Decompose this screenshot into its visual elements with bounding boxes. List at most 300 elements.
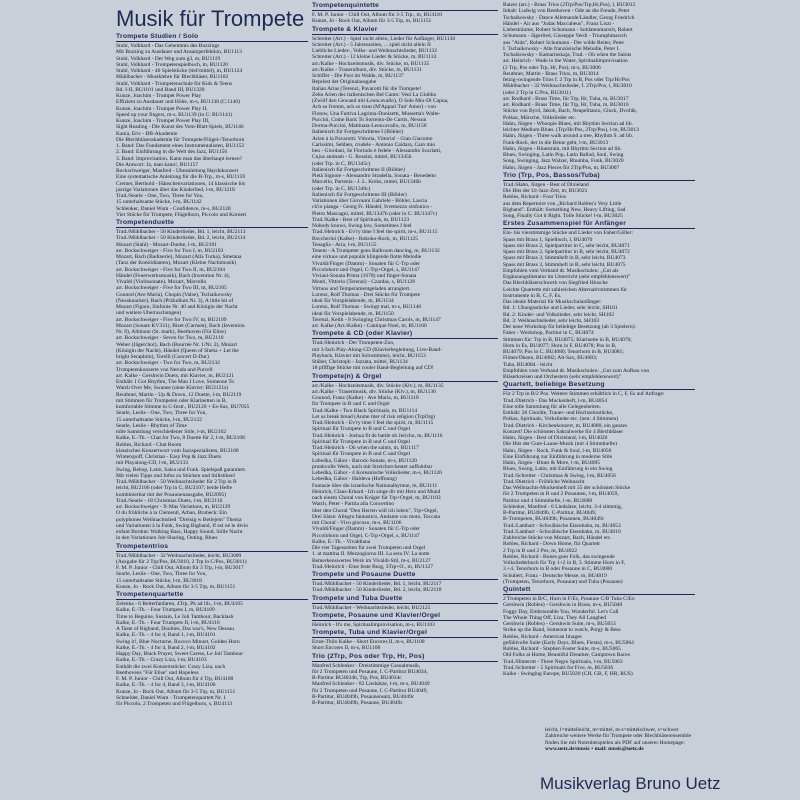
catalog-entry: Gershwin (Robles) - Gershwin in Brass, m-s, BU5040: [503, 602, 623, 609]
catalog-entry: Enthält: I Got Rhythm, The Man I Love, Someone To: [116, 379, 235, 385]
catalog-entry: Boccherini (Kalke) - Rokoko-Rock, m, BU1125: [312, 235, 418, 242]
catalog-entry: Hahn, Jürgen - Jazz Pieces für 2Trp/Pos, m, BU3007: [503, 164, 620, 171]
catalog-entry: Spass mit Brass 1, Spielbuch, l, BU4070: [503, 236, 593, 243]
catalog-entry: Piccolohorn und Orgel, C-Trp+Orgel, s, BU1147: [312, 266, 420, 273]
section-title: Trompetenquartette: [116, 591, 308, 600]
footer-line: Zahlreiche weitere Werke für Trompete oder Blechbläserensemble: [545, 733, 692, 740]
catalog-section: [312, 2, 498, 25]
catalog-entry: Mozart (Figaro, Sinfonie Nr. 40 and Königin der Nacht: [116, 304, 238, 310]
catalog-entry: Instrumente in B, C, F, Es.: [503, 292, 562, 299]
catalog-entry: Reuthner, Martin - Up & Down, 12 Duette, l-m, BU2119: [116, 391, 242, 398]
catalog-entry: Cremer, Berthold - Hänschenvariationen, 14 klassische bis: [116, 180, 245, 187]
catalog-entry: Robles, Richard - Down Home, für Quartett: [503, 541, 600, 548]
catalog-entry: Virtuos und Temperamentgeladen arrangiert.: [312, 285, 411, 292]
catalog-entry: Old Folks at Home, Beautiful Dreamer, Camptown Races: [503, 652, 631, 659]
catalog-entry: und weitere Überraschungen): [116, 310, 182, 317]
catalog-entry: Polkas, Spirituals, Volkslieder etc. (neu: 4 Stimmen): [503, 416, 619, 423]
catalog-entry: Kalke, E.-Th. - 4 for 4, Band 1, l-m, BU4101: [116, 632, 216, 639]
catalog-entry: arr. Rodhard - Brass Time, für Trp, Hr, Tuba, m, BU3016: [503, 102, 629, 108]
catalog-section: [312, 26, 498, 330]
catalog-entry: Terenzi, Keith - 8 Swinging Christmas Carols, m, BU1147: [312, 316, 441, 323]
catalog-entry: Kania, Eric - BB-Akademie: [116, 130, 178, 137]
catalog-entry: Stuhl, Volkhard - 40 Spielstücke (tief/mittel), m, BU1124: [116, 68, 243, 74]
catalog-entry: Repriest der Originalausgabe: [312, 79, 377, 86]
catalog-entry: Flöten/Oboen, BU4082; Alt-Sax, BU4083;: [503, 355, 598, 362]
catalog-entry: (oder 2 Trp in C/Pos, BU3011): [503, 89, 571, 96]
catalog-entry: Stuhl, Volkhard - Das Geheimnis des Buzzings: [116, 43, 220, 49]
catalog-entry: Das Blechbläserschwerk von Siegfried Hinsche: [503, 280, 608, 287]
catalog-entry: Schneider, Daniel Wum - Trompetenquartett Nr. 1: [116, 694, 227, 701]
catalog-entry: Die Hits der Ur-Jazz-Zeit, m, BU3021: [503, 188, 588, 194]
section-title: Trio (2Trp, Pos oder Trp, Hr, Pos): [312, 653, 498, 662]
catalog-entry: Lebedka, Gábor - Barock-Sonate, m-s, BU1120: [312, 457, 417, 464]
catalog-entry: Eine systematische Anleitung für die B-Trp., m-s, BU1159: [116, 174, 246, 181]
catalog-entry: (Nussknacker), Bach (Präludium Nr. 3), A little bit of: [116, 297, 234, 304]
section-title: Trompetenduette: [116, 219, 308, 228]
catalog-entry: Zahlreiche Stücke von Mozart, Bach, Händel etc.: [503, 535, 612, 541]
catalog-entry: Hahn, Jürgen - Three walk around a tree, Rhythm S. ad lib.: [503, 133, 634, 140]
catalog-entry: Enthält: 26 Choräle, Trauer- und Hochzeitsstücke,: [503, 410, 614, 416]
catalog-entry: Polkas, Märsche, Volkslieder etc.: [503, 114, 577, 121]
catalog-entry: arr. Bockschweiger - Five for Two III, m, BU2105: [116, 285, 227, 292]
catalog-entry: Hahn, Jürgen - Rock, Funk & Soul, l-m, BU4050: [503, 447, 612, 454]
catalog-entry: Bemerkenswertes Werk im Vivaldi-Stil, m-s, BU2127: [312, 557, 431, 564]
catalog-entry: Gershwin (Robles) - Gershwin Suite, m-s, BU5053: [503, 621, 616, 627]
catalog-entry: arr. Bockschweiger - Five for Two IV, m, BU2109: [116, 316, 227, 323]
catalog-entry: Italienisch für Fortgeschrittene I (Böhler): [312, 129, 404, 136]
footer-line: finden Sie mit Notenbeispielen als PDF auf unserer Homepage:: [545, 739, 685, 746]
catalog-entry: Ernst-Thilo Kalke - Short Encores II, m-s, BU1108: [312, 639, 425, 645]
catalog-entry: Eine tolle Sammlung für alle Gelegenheiten.: [503, 403, 602, 410]
section-title: Quartett, beliebige Besetzung: [503, 381, 695, 390]
catalog-entry: Enthält die zwei Konzertstücke: Crazy Liza, nach: [116, 663, 226, 670]
catalog-entry: Schreiter (Arr.) - 5 Jahreszeiten, ... spiel nicht allein II: [312, 41, 431, 48]
catalog-entry: Nr. 8), Albinoni (St. mark), Beethoven (Für Elise): [116, 329, 226, 335]
catalog-entry: Kalke, E.-Th. - Crazy Liza, l-m, BU4103: [116, 657, 207, 664]
catalog-entry: und Variationen à la Funk, Swing Bigband, If est né le divin: [116, 522, 249, 529]
section-title: Trompetenquintette: [312, 2, 498, 11]
catalog-entry: ideal für Vorspielabende, m, BU1150: [312, 310, 394, 317]
catalog-section: [503, 2, 695, 171]
catalog-entry: für 2 Trompeten in B und 2 Posaunen, l-m, BU4059,: [503, 491, 619, 498]
catalog-entry: Zehn Arien des italienischen Bel Canto: Vení La Giubba: [312, 91, 436, 98]
catalog-entry: Kunze, Joachim - Trumpet Power Play II,: [116, 105, 208, 112]
catalog-entry: Robles, Richard - Four Trios: [503, 194, 567, 201]
catalog-entry: Schlenker, Daniel Wum - Confidence, m-s, BU2128: [116, 205, 231, 212]
catalog-entry: Trad./Kalke - Two Black Spirituals, m, BU1114: [312, 407, 418, 414]
catalog-entry: leicht, BU2106 (oder Trp in C, BU2107; beide Hefte: [116, 485, 233, 492]
catalog-section: [116, 543, 308, 591]
catalog-entry: Stücke von Byrd, Jakob, Bach, Neapelitanio, Gluck, Dvořák,: [503, 108, 638, 115]
catalog-entry: für 2 Trompeten und Posaune, I. C-Partitur BU4049,: [312, 687, 428, 694]
catalog-entry: 2. Band: Einführung in die Welt des Jazz, BU1156: [116, 149, 228, 156]
catalog-entry: tolle Sammlung verschiedener Stile, l-m, BU2102: [116, 429, 227, 435]
catalog-entry: arr. Heinrich - Wade in the Water, Spiritualimprovisation: [503, 58, 628, 65]
footer-contact[interactable]: www.uetz.de/music • mail: music@uetz.de: [545, 745, 644, 752]
catalog-entry: Nobody knows, Swing low, Sometimes I feel: [312, 223, 412, 229]
catalog-entry: Schlenker, Manfred - 6 Liedsätze, leicht, 3-4 stimmig,: [503, 503, 623, 510]
catalog-entry: Flotow, Una Furtiva Lagrima-Donizetti, Mussetta's Walte-: [312, 110, 441, 117]
catalog-entry: Bockschweiger, Manfred - Übeanleitung Haydnkonzert: [116, 168, 239, 174]
catalog-entry: nach einem Choral von Krüger für Trp+Orgel, m, BU1103: [312, 495, 441, 501]
section-title: Quintett: [503, 586, 695, 595]
page-title: Musik für Trompete: [116, 6, 305, 31]
catalog-entry: Arien à la Pavarotti: Vittoria, Vittoria! - Gian Giacomo: [312, 135, 433, 142]
catalog-entry: Spiritual für Trompete in B und C und Orgel: [312, 438, 410, 445]
catalog-entry: komfortable Stimme in C-Instr., BU2120 + Es-Sax, BU7055: [116, 404, 250, 410]
catalog-entry: ch'io pianga - Georg Fr. Händel, Ivremezzo sinfonico -: [312, 204, 433, 211]
catalog-entry: F. M. P. Junior - Chill Out, Album für 3-5 Trp., m, BU4110: [312, 12, 442, 18]
catalog-entry: Stuhl, Volkhard - Trompetenspielbuch, m, BU1120: [116, 61, 229, 68]
catalog-entry: Kalke, E.-Th. - Four Trumpets II, l-m, BU4110: [116, 619, 220, 626]
catalog-entry: Trad./Lambart - Schwäbische Eisenbahn, m, BU4053: [503, 522, 621, 529]
section-title: Trompete und Tuba Duette: [312, 595, 498, 604]
catalog-entry: Italienisch für Fortgeschrittene II (Böhler): [312, 166, 405, 173]
catalog-entry: Kalke, E.-Th. - Four Trumpets I, m, BU4109: [116, 607, 215, 614]
catalog-entry: arr./Kalke - Hochzeitsmusik, div. Stücke (Klv.), m, BU1135: [312, 382, 444, 389]
catalog-entry: Puccini, Come Back To Sorrento-De Curtis, Nessun: [312, 116, 427, 123]
catalog-entry: Reuthner, Martin - Brass Trios, m, BU3014: [503, 70, 599, 77]
catalog-entry: Let us break bread (Anme titer of risk religion (TrpOrg): [312, 413, 435, 420]
catalog-entry: Foggy Day, Embraceable You, Wonderful. Let's Call: [503, 608, 619, 615]
catalog-entry: arr./Kalke - Trauermusik, div. Stücke (Klv.), m, BU1136: [312, 388, 436, 395]
catalog-entry: Die Hits der Gute-Laune-Musik (mit 4 Stimmhefte): [503, 441, 617, 448]
catalog-entry: Effizient zu Ausdauer und Höhe, m-s, BU1138 (C:1140): [116, 99, 240, 106]
catalog-entry: Trad./Heinrich - Ev'ry time I feel the spirit, m-s, BU1115: [312, 229, 438, 236]
catalog-entry: (oder Trp. in C, BU1346c): [312, 185, 371, 192]
catalog-entry: Trad./Dietrich - Das Muckenheft, l-m, BU4054: [503, 397, 607, 404]
catalog-entry: Empfohlen vom Verband dt. Musikschulen: „Gut zum Aufbau von: [503, 367, 650, 374]
catalog-entry: 2 Trp in B und 2 Pos, m, BU4022: [503, 547, 577, 554]
catalog-entry: Searle, Leslie - One, Two, Three for You,: [116, 571, 207, 578]
catalog-entry: Happy Day, Black Prayer, Sweet Caress, Le Joli Tambour: [116, 651, 244, 657]
catalog-entry: Trad./Heinrich - Joshua fit de battle ob Jericho, m, BU1116: [312, 432, 443, 439]
catalog-entry: Mozart (Sonate KV331), Bizet (Carmen), Bach (Invention: [116, 322, 245, 329]
catalog-entry: prunkvolle Werk, nach mit Streichorchester auffuhrbar: [312, 463, 433, 470]
catalog-entry: eine virtuos und populär klingende flotte Melodie: [312, 254, 422, 261]
catalog-entry: Partitur und 4 Stimmhefte, l-m, BU4088: [503, 497, 593, 504]
catalog-entry: (Ausgabe für 2 Trp/Pos, BU3010, 2 Trp in C/Pos, BU3011): [116, 558, 247, 565]
catalog-entry: Hahn, Jürgen - Best of Dixieland, l-m, BU4020: [503, 435, 608, 441]
catalog-entry: Italienisch für Fortgeschrittene III (Böhler): [312, 191, 407, 198]
catalog-section: [312, 595, 498, 611]
catalog-entry: Kalke - Swinging Europe, BU5020 (CH, GB, F, HR, RUS): [503, 671, 633, 677]
catalog-entry: Bd. 2: Kinder- und Volkslieder, sehr leicht, SH102: [503, 311, 614, 318]
catalog-entry: F. M. P. Junior - Chill Out, Album für 3 Trp, l-m, BU3017: [116, 565, 244, 571]
catalog-entry: Short Encores II, m-s, BU1108: [312, 645, 381, 652]
section-title: Trompete, Posaune und Klavier/Orgel: [312, 612, 498, 621]
catalog-entry: Trad./Searle - One, Two, Three for You,: [116, 193, 204, 199]
catalog-entry: Beethovens "Für Elise" und Hopeless: [116, 669, 199, 676]
catalog-entry: mit Choral - Vivo giocoso, m-s, BU1106: [312, 520, 402, 526]
catalog-section: [312, 653, 498, 707]
catalog-entry: Winterspoff, Christian - Easy Pop & Jazz Duets: [116, 454, 222, 460]
catalog-entry: Spiritual für Trompete in B und C und Orgel: [312, 426, 410, 433]
catalog-entry: Kalke, E.-Th. - 4 for 4, Band 2, l-m, BU4102: [116, 644, 216, 651]
catalog-section: [503, 586, 695, 677]
catalog-entry: klassisches Konzertwort vom Jazzspezialisten, BU2108: [116, 447, 239, 454]
catalog-entry: Schiffer - Die Post im Walde, m, BU1137: [312, 73, 404, 79]
catalog-entry: (2 Trp, Pos oder Trp, Hr, Pos), m-s, BU3006: [503, 64, 601, 71]
catalog-entry: Das ideale Material für Musikschulanfänger:: [503, 299, 602, 305]
catalog-entry: Trad./Heinrich - Der Trompeten-Zoo,: [312, 340, 395, 347]
catalog-section: [116, 33, 308, 218]
catalog-entry: Spass mit Brass 3, Stimmheft in B, sehr leicht, BU4075: [503, 261, 626, 268]
catalog-entry: B-Partitur, BU4049b, Posaunensatz, BU4049c: [312, 693, 415, 700]
catalog-entry: Trad./Schreiter - Christmas & Swing, l-m, BU4056: [503, 472, 616, 479]
catalog-entry: Robles, Richard - Chat Room: [116, 441, 182, 448]
catalog-entry: Bigband". Enthält: Something New, Heavy Lifting, Sad: [503, 206, 626, 213]
section-title: Trompete & CD (oder Klavier): [312, 330, 498, 339]
catalog-entry: Trad./Hahn, Jürgen - Best of Dixieland: [503, 181, 589, 188]
catalog-entry: Trad./Schreiter - 5 Spirituals for Five, m, BU5036: [503, 664, 614, 671]
catalog-entry: 18 pfiffige Stücke mit cooler Band-Begleitung auf CD!: [312, 365, 434, 372]
catalog-entry: Vier Stücke für Trompete, Flügelhorn, Piccolo und Kornett: [116, 211, 246, 218]
catalog-entry: Der neue Workshop für beliebige Besetzung (ab 3 Spielern):: [503, 324, 636, 330]
catalog-entry: Manfred Schlenker - Dreistimmige Casualmusik,: [312, 662, 421, 669]
catalog-entry: Cujus animam - G. Rossini, mittel, BU1345b: [312, 154, 412, 161]
catalog-entry: arr. Bockschweiger - Five for Two I, m, BU2103: [116, 247, 224, 254]
catalog-entry: Kunze, Jo - Rock Out, Album für 3-5 Trp, m, BU1151: [116, 583, 236, 590]
catalog-entry: B-Partitur BU4034b, Trp, Pos, BU4034c: [312, 675, 402, 681]
catalog-entry: Trompetenkonzerte von Neruda und Purcell: [116, 366, 213, 373]
catalog-entry: Trad./Mühlbacher - 50 Weihnachtslieder für 2 Trp in B: [116, 479, 237, 485]
catalog-entry: Drei Sätze: Allegro fantastico, Andante con moto, Toccata: [312, 513, 440, 520]
section-title: Trompete(n) & Orgel: [312, 373, 498, 382]
catalog-entry: Viviani-Sonata Prima (1678) und finger-Sonata: [312, 273, 417, 279]
catalog-entry: Tenaglia - Aria, l-m, BU1155: [312, 241, 377, 248]
catalog-entry: (Königin der Nacht), Händel (Queen of Sheba + Let the: [116, 347, 239, 354]
catalog-entry: Manfred Schlenker - 82 Liedsätze, l-m, m-s, BU4049: [312, 681, 430, 688]
catalog-section: [503, 172, 695, 220]
catalog-entry: Searle, Leslie - One, Two, Three for You,: [116, 410, 207, 417]
catalog-entry: 1. Band: Das Fundament eines Instrumentalisten, BU1152: [116, 143, 245, 149]
catalog-entry: Sight Reading - Die Kunst des Vom-Blatt-Spiels, BU1146: [116, 124, 244, 131]
catalog-entry: Schubert, Franz - Deutsche Messe, m, BU4019: [503, 572, 607, 579]
catalog-entry: Blues, Swinging, Latin Pop, Latin Ballad, Soul, Swing: [503, 152, 624, 158]
catalog-entry: Für 2 Trp in B/2 Pos. Weitere Stimmen erhältlich in C, F, Es auf Anfrage:: [503, 391, 665, 398]
catalog-entry: Lorenz, Rolf Thomas - Swingt mal, m-s, BU1146: [312, 304, 422, 311]
catalog-entry: Tenent - A Trumpeter goes Ballroom dancing, m, BU1132: [312, 248, 440, 254]
catalog-entry: Watch Over Me, Swanee (ohne Klavier: BU2121s): [116, 385, 229, 392]
catalog-entry: 15 unterhaltsame Stücke, l-m, BU2122: [116, 416, 202, 423]
section-title: Trompete, Tuba und Klavier/Orgel: [312, 629, 498, 638]
catalog-entry: Trad./Heinrich - Oh when the saints, m, BU1117: [312, 445, 419, 451]
catalog-entry: Trad./Dietrich - Fröhliche Weihnacht: [503, 478, 585, 485]
column-middle: [312, 1, 498, 800]
catalog-entry: Kalke, E.-Th. - Chat for Two, 8 Duette für 2, l-m, BU2108: [116, 435, 245, 442]
catalog-entry: Trad./Searle - 18 Christmas Duets, l-m, BU2116: [116, 497, 223, 504]
catalog-entry: Bd. 1: Übungsstücke und Lieder, sehr leicht, SH101: [503, 305, 618, 312]
catalog-entry: Trad./Kalke - Best of Spirituals, m, BU1123: [312, 216, 410, 223]
catalog-entry: Dorma-Puccini, Mattinata-Leoncavallo, m, BU1158: [312, 123, 427, 129]
catalog-entry: Kunze, Joachim - Trumpet Power Play III,: [116, 118, 210, 124]
catalog-entry: Spass mit Brass 2, Spielpartitur in C, sehr leicht, BU4071: [503, 242, 630, 249]
catalog-entry: Liebliche Lieder-, Volks- und Weihnachtslieder, BU1132: [312, 48, 438, 54]
catalog-entry: Liebesträume, Robert Schumann - Soldatenmarsch, Robert: [503, 27, 633, 33]
catalog-entry: Song, Swinging, Jazz Walzer, Rhumba, Funk, BU3020: [503, 158, 624, 165]
catalog-entry: Lebedka, Gábor - Haldeva (Hoffnung): [312, 476, 397, 483]
catalog-entry: Eine Einführung zur Einführung in moderne Stile: [503, 453, 613, 460]
catalog-section: [312, 373, 498, 571]
catalog-entry: Mozart, Bach (Badinerie), Mozart (Alla Turka), Smetana: [116, 254, 242, 260]
catalog-entry: Gounod (Ave Maria), Chopin (Valse), Tschaikowsky: [116, 291, 232, 298]
catalog-entry: Trad./Mühlbacher - 32 Weihnachtslieder, leicht, BU3009: [116, 552, 242, 559]
catalog-entry: Kalke, E.-Th. - 4 for 4, Band 3, l-m, BU4106: [116, 682, 216, 689]
catalog-entry: Hahn, Jürgen - Whoopie Blues, mit Rhythm Section ad lib.: [503, 120, 633, 127]
catalog-entry: für 2 Trompeten und Posaune, I. C-Partitur BU4034,: [312, 668, 428, 675]
footer-info: [545, 727, 740, 752]
catalog-entry: arr. Kalke - Gershwin Duets, mit Klavier, m, BU2121: [116, 372, 235, 379]
section-title: Trompetentrios: [116, 543, 308, 552]
catalog-entry: Volksliederbuch für Trp 1+2 in B, 3. Stimme Horn in F,: [503, 560, 626, 566]
catalog-entry: Swing, Bebop, Latin, Salsa und Funk. Spielspaß garantiert.: [116, 466, 247, 473]
catalog-entry: Kunze, Jo - Rock Out, Album für 3-5 Trp, m, BU1151: [116, 688, 236, 695]
catalog-entry: I. Tschaikowsky - Alte französische Melodie, Peter I.: [503, 45, 620, 52]
catalog-entry: Ein- bis vierstimmige Stücke und Lieder von Faber/Göller:: [503, 230, 633, 237]
catalog-entry: 3.+4. Tenorhorn in B oder Posaune in C, BU4000: [503, 566, 613, 573]
catalog-entry: Playback, Klavier mit Solostimme), leicht, BU1153: [312, 352, 426, 359]
catalog-entry: Mit Buzzing zu Ausdauer und Ansatzperfektion, BU1113: [116, 49, 242, 56]
catalog-entry: Tschaikowsky - Dance Allemande/Ländler, Georg Friedrich: [503, 14, 635, 21]
catalog-entry: Trad./Heinrich - Eine feste Burg, 3Trp+O., m, BU1127: [312, 563, 433, 570]
catalog-entry: Fantasie über die israelische Nationalhymne, m, BU1111: [312, 482, 438, 489]
catalog-entry: F. M. P. Junior - Chill Out, Album für 4 Trp, BU4108: [116, 676, 234, 682]
catalog-entry: leichter Medium Blues. (Trp/Hr/Pos, 2Trp/Pos), l-m, BU3013: [503, 127, 639, 133]
catalog-entry: Robles, Richard - American Images: [503, 633, 582, 640]
catalog-entry: B-Partitur, BU4049b, Posaune, BU4049c: [312, 700, 403, 706]
catalog-entry: Ach so fromm, ach so traut (M'Apparì Tutt' Amor) - von: [312, 104, 437, 111]
catalog-section: [503, 381, 695, 585]
catalog-entry: arr. Rodhard - Brass Time, für Trp, Hr, Tuba, m, BU3017: [503, 95, 629, 102]
catalog-entry: O du fröhliche à la Clementi, Arban, Brubeck: Ein: [116, 510, 227, 517]
catalog-entry: Trad./Lambart - Schwäbische Eisenbahn, m, BU4010: [503, 528, 621, 535]
catalog-entry: Schumann - Jägerlied, Giuseppe Verdi - Triumphmarsch: [503, 33, 627, 40]
catalog-section: [312, 571, 498, 594]
catalog-entry: Pietà Signore - Alessandro Stradella, Sonata - Benedetto: [312, 173, 437, 179]
catalog-entry: Stimmen für: Trp in B, BU4075; Klarinette in B, BU4076;: [503, 336, 632, 343]
catalog-entry: Inhalt: Ludwig von Beethoven - Ode an die Freude, Peter: [503, 8, 630, 15]
publisher-brand: Musikverlag Bruno Uetz: [540, 774, 721, 793]
catalog-entry: Speed up your fingers, m-s, BU1139 (in C: BU1141): [116, 111, 233, 118]
catalog-entry: Spiritual für Trompete in B und C und Orgel: [312, 451, 410, 458]
catalog-entry: Searle, Leslie - Rhythm of Time: [116, 422, 187, 429]
catalog-entry: Tschaikowsky - Kamarinskaja, Trad. - Oh when the Saints: [503, 52, 632, 58]
catalog-entry: Vivaldi/Finger (Damm) - Sonaten für C-Trp oder: [312, 526, 420, 533]
catalog-entry: Schreiter (Arr.) - 12 kleine Lieder & Stücke, m, BU1133: [312, 54, 437, 61]
catalog-entry: 15 unterhaltsame Stücke, l-m, BU1142: [116, 199, 202, 206]
catalog-entry: arr./Kalke - Hochzeitsmusik, div. Stücke, m, BU1135: [312, 60, 430, 67]
catalog-entry: Ergänzungsliteratur im Unterricht (sehr empfehlenswert)": [503, 274, 631, 280]
catalog-entry: Schreiter (Arr.) - Spiel nicht allein, Lieder für Anfänger, BU1130: [312, 35, 456, 42]
catalog-entry: Robles, Richard - Stephen Foster Suite, m-s, BU5065: [503, 646, 621, 652]
catalog-entry: A Taste of Bigband, Doubles, Das war's, New Dessau: [116, 626, 234, 632]
catalog-entry: Mühlbacher - Musiklehre für Blechbläser, BU1102: [116, 74, 229, 81]
section-title: Trompete & Klavier: [312, 26, 498, 35]
catalog-entry: Trad./Heinrich - Ev'ry time I feel the spirit, m, BU1115: [312, 420, 434, 426]
catalog-section: [116, 591, 308, 707]
catalog-entry: Leichte Quartette mit zahlreichen Alternativstimmen für: [503, 286, 627, 293]
catalog-entry: 3. Band: Improvisation. Kann man das überhaupt lernen?: [116, 155, 243, 162]
catalog-entry: ideal für Vorspielabende, m, BU1134: [312, 298, 394, 304]
section-title: Trompete Studien / Solo: [116, 33, 308, 42]
catalog-entry: mit 3-fach Play-Along-CD (Klavierbegleitung, Live-Band-: [312, 346, 442, 353]
catalog-entry: mit Stimmen für Trompeten oder Klarinetten in B,: [116, 397, 227, 404]
catalog-entry: arr. Bockschweiger - X-Mas Variations, m, BU2129: [116, 504, 231, 510]
catalog-entry: Spass mit Brass 2, Spielpartitur in B, sehr leicht, BU4072: [503, 249, 630, 255]
catalog-entry: Die vier Tageszeiten für zwei Trompeten und Orgel: [312, 545, 426, 551]
catalog-entry: bright Seraphim), Torelli (Concert D-Dur): [116, 354, 209, 360]
catalog-entry: Kunze, Joachim - Trumpet Power Play: [116, 93, 202, 99]
catalog-entry: Swing it!, Blue Nocturne, Rococo Minuet, Golden Horn: [116, 638, 240, 645]
catalog-section: [312, 612, 498, 628]
catalog-entry: Trad./Dietrich - Kirchenkonzert, m, BU4080, ein ganzes: [503, 422, 628, 429]
catalog-entry: (Tanz der Komödianten), Mozart (Kleine Nachtmusik): [116, 260, 237, 267]
catalog-entry: Stüber, Christoph - Jazzata, mittel, BU1134: [312, 359, 408, 365]
catalog-entry: Empfohlen vom Verband dt. Musikschulen: „Gut als: [503, 267, 619, 274]
catalog-entry: Das Weihnachts-Muckenheft mit 35 der schönsten Stücke: [503, 485, 631, 491]
column-left: [116, 32, 308, 800]
catalog-entry: Kunze, Jo - Rock Out, Album für 3-5 Trp, m, BU1151: [312, 18, 432, 25]
catalog-entry: Stuhl, Volkhard - Der Weg zum g3, m, BU1119: [116, 55, 221, 62]
catalog-entry: Händel - Air aus "Judas Maccabeus", Franz Liszt -: [503, 20, 615, 27]
catalog-entry: Variationen über Giovanni Gabriele - Böhler, Lascia: [312, 198, 428, 204]
catalog-entry: BU4079; Pos in C, BU4080; Tenorhorn in B, BU4081;: [503, 349, 624, 355]
catalog-entry: Heinrich - It's me, Spiritualimprovisation, m-s, BU1103: [312, 621, 435, 628]
catalog-entry: Funk-Rock, der in die Beine geht, l-m, BU3013: [503, 139, 609, 146]
catalog-section: [312, 629, 498, 652]
catalog-entry: Monti, Vittorio (Terenzi) - Czardas, s, BU1128: [312, 279, 416, 286]
catalog-entry: B-Partitur, BU4049b, C-Partitur, BU4049,: [503, 510, 597, 516]
catalog-entry: Bd. I-II, BU1101 und Band III, BU1328: [116, 86, 205, 93]
catalog-entry: (oder Trp. in C, BU1345c): [312, 160, 371, 167]
catalog-entry: Mühlbacher - 32 Weihnachtslieder, f. 2Trp/Pos, l, BU3010: [503, 83, 632, 90]
catalog-entry: 1. at mattina II. Mezzogiorno III. La sera IV. La notte: [312, 551, 430, 558]
catalog-section: [503, 220, 695, 380]
catalog-entry: aus "Aida", Robert Schumann - Der wilde Reiter, Peter: [503, 39, 625, 46]
catalog-entry: polyphones Weihnachtslied "Dreisig w Betlejem" Thema: [116, 516, 242, 523]
catalog-entry: Mozart (Stahl) - Mozart-Duette, l-m, BU2101: [116, 241, 217, 248]
catalog-entry: Heinrich, Claus-Erhard - Ich singe dir mit Herz und Mund: [312, 488, 441, 495]
catalog-entry: Italian Arias (Terenzi, Pavarotti für die Trompete!: [312, 85, 422, 92]
catalog-entry: Carissimi, Sebben, crudele - Antonio Caldara, Caro mio: [312, 141, 436, 148]
footer-line: leicht, l=mittelleicht, m=mittel, m-s=mittelschwer, s=schwer: [545, 727, 679, 733]
catalog-entry: Lebedka, Gábor - 4 Koreanische Volkslieder, m-s, BU1126: [312, 470, 442, 476]
catalog-entry: mit Playalong-CD, l-m, BU2133: [116, 460, 188, 467]
catalog-entry: Horn in Es, BU4077; Horn in F, BU4078; Pos in B,: [503, 342, 617, 349]
catalog-entry: für Trompete in B und C und Orgel: [312, 401, 390, 408]
catalog-section: [312, 330, 498, 371]
column-right: [503, 1, 695, 791]
catalog-entry: 15 unterhaltsame Stücke, l-m, BU3018: [116, 577, 202, 584]
catalog-entry: Time to Beguine, Sustain, Le Joli Tambour, Backlash: [116, 613, 234, 620]
catalog-entry: ben - Giordani, Se Florindo è fedele - Alessandro Scarlatti,: [312, 148, 442, 154]
catalog-entry: Lorenz, Rolf Thomas - Drei Stücke für Trompete: [312, 291, 421, 298]
catalog-entry: Trad./Mühlbacher - 50 Kinderlieder, Bd. 2, leicht, BU2114: [116, 235, 246, 242]
catalog-entry: Kalke, E.-Th. - Vivaldiana: [312, 538, 371, 545]
catalog-entry: arr./Kalke - Traueralbum, div. Stücke, m, BU1131: [312, 66, 422, 73]
catalog-entry: (Zwölf den Gewand mit-Leoncavallo), O Sole Mio-Di Capua,: [312, 98, 449, 104]
catalog-entry: Gounod, Franz (Kalke) - Ave Maria, m, BU1118: [312, 395, 419, 401]
catalog-entry: Vivaldi/Finger (Damm) - Sonaten für C-Trp oder: [312, 260, 420, 267]
catalog-entry: Spass mit Brass 3, Stimmheft in B, sehr leicht, BU4073: [503, 255, 626, 262]
catalog-entry: The Whole Thing Off, Liza, They All Laughed: [503, 614, 606, 621]
catalog-entry: arr. Bockschweiger - Seven for Two, m, BU2110: [116, 335, 224, 342]
catalog-entry: Trad./Mühlbacher - 50 Kinderlieder, Bd. 1, leicht, BU2117: [312, 581, 442, 587]
catalog-entry: Stuhl, Volkhard - Trompetenschule für Kids & Teens: [116, 80, 233, 87]
catalog-entry: Blues, Swing, Latin, mit Einführung in ein Swing: [503, 466, 613, 473]
catalog-entry: Faber - Workshop, Partitur in C, BU4074: [503, 330, 594, 337]
